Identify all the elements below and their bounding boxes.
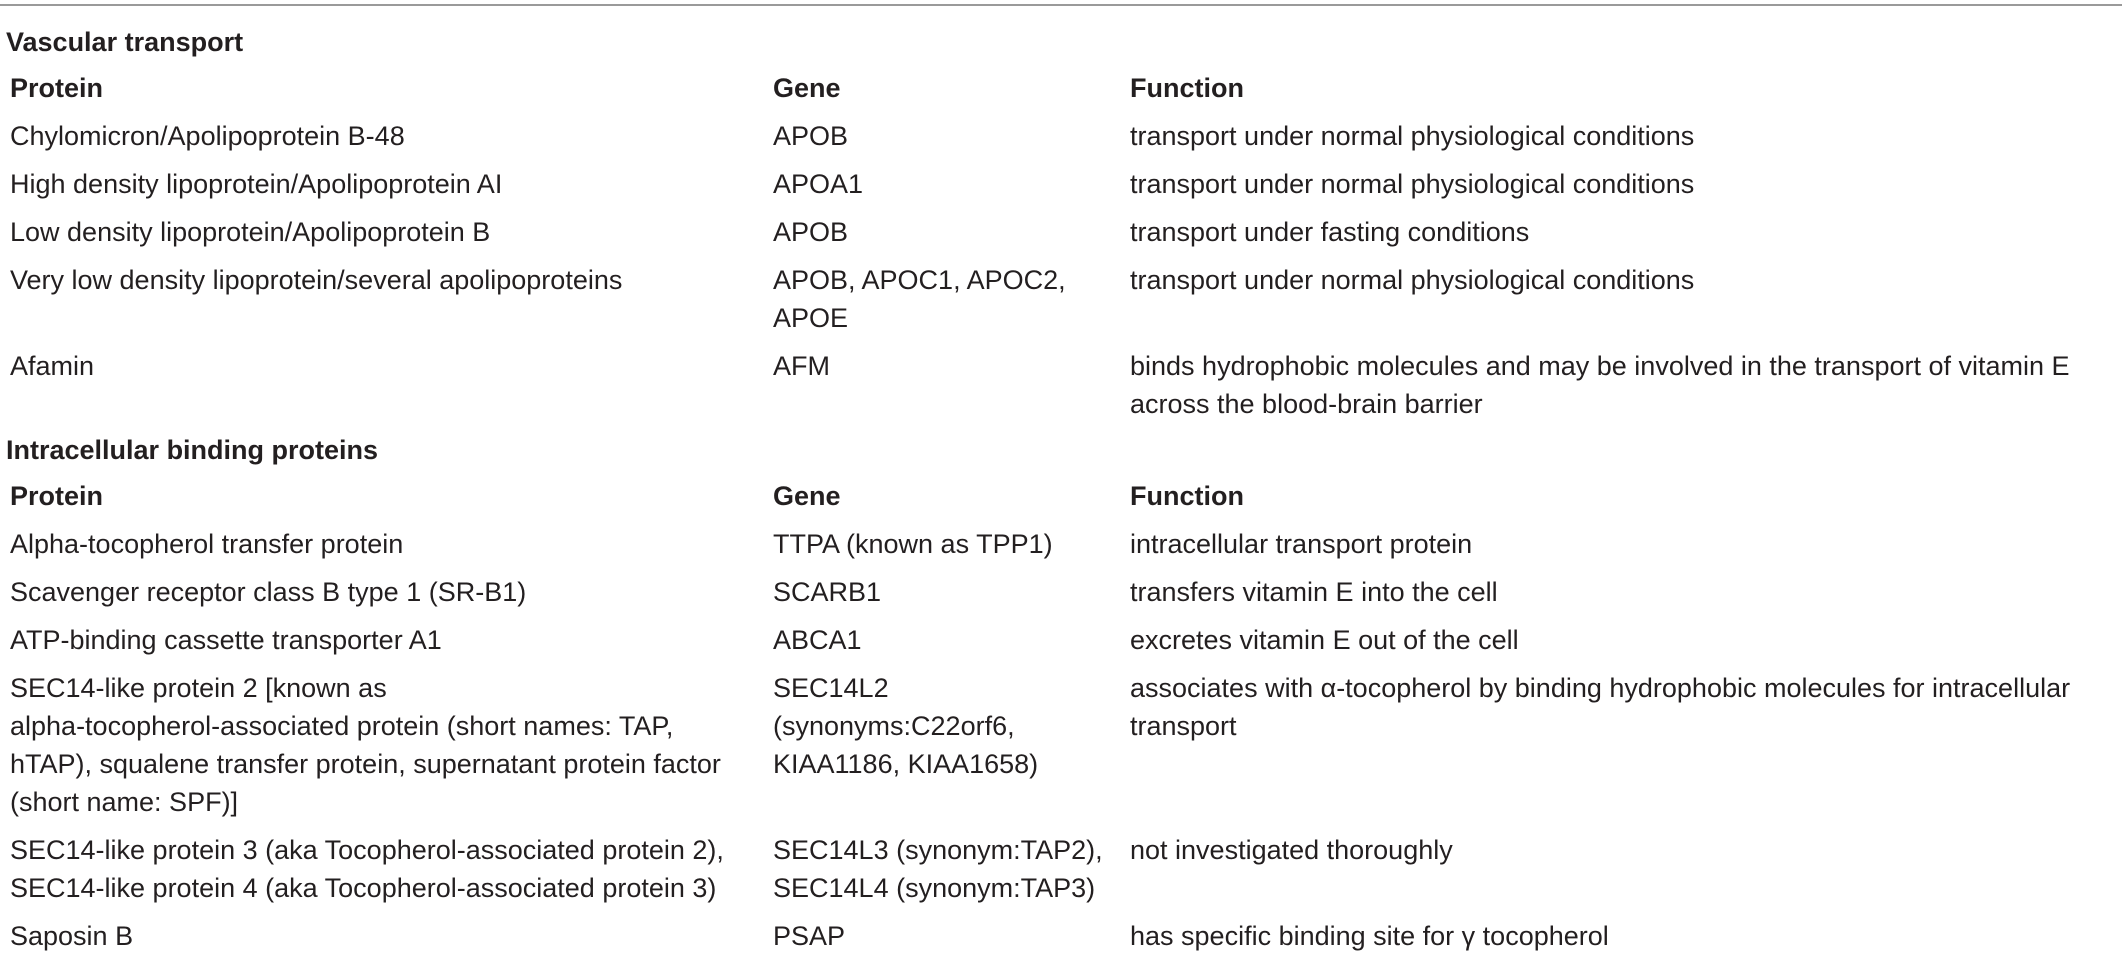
- protein-cell: [0, 912, 763, 960]
- gene-cell: [763, 112, 1120, 160]
- gene-text: SCARB1: [773, 577, 882, 607]
- section-title: Intracellular binding proteins: [6, 435, 379, 465]
- protein-text: Saposin B: [10, 921, 134, 951]
- table-row: [0, 826, 2122, 912]
- gene-text: APOB: [773, 217, 849, 247]
- gene-text: SEC14L3 (synonym:TAP2),: [773, 835, 1103, 865]
- gene-text: AFM: [773, 351, 830, 381]
- protein-cell: [0, 664, 763, 826]
- protein-cell: [0, 256, 763, 342]
- column-header-gene: Gene: [773, 73, 841, 103]
- protein-cell: [0, 208, 763, 256]
- column-header-protein: Protein: [10, 73, 104, 103]
- protein-text: Alpha-tocopherol transfer protein: [10, 529, 404, 559]
- function-cell: [1120, 568, 2122, 616]
- function-cell: [1120, 160, 2122, 208]
- gene-text: APOB: [773, 121, 849, 151]
- vitamin-e-protein-table: [0, 20, 2122, 960]
- protein-text: (short name: SPF)]: [10, 787, 239, 817]
- function-text: transport: [1130, 711, 1237, 741]
- gene-cell: [763, 520, 1120, 568]
- function-text: not investigated thoroughly: [1130, 835, 1453, 865]
- top-rule: [0, 4, 2122, 6]
- protein-text: Scavenger receptor class B type 1 (SR-B1): [10, 577, 527, 607]
- table-row: [0, 342, 2122, 428]
- protein-text: High density lipoprotein/Apolipoprotein AI: [10, 169, 503, 199]
- protein-text: SEC14-like protein 2 [known as: [10, 673, 387, 703]
- gene-text: TTPA (known as TPP1): [773, 529, 1053, 559]
- function-text: across the blood-brain barrier: [1130, 389, 1483, 419]
- function-cell: [1120, 912, 2122, 960]
- gene-text: SEC14L4 (synonym:TAP3): [773, 873, 1096, 903]
- protein-cell: [0, 342, 763, 428]
- function-cell: [1120, 664, 2122, 826]
- function-text: intracellular transport protein: [1130, 529, 1473, 559]
- table-row: [0, 912, 2122, 960]
- gene-text: PSAP: [773, 921, 846, 951]
- table-row: [0, 112, 2122, 160]
- function-text: binds hydrophobic molecules and may be involved in the transport of vitamin E: [1130, 351, 2070, 381]
- table-row: [0, 520, 2122, 568]
- function-text: associates with α-tocopherol by binding hydrophobic molecules for intracellular: [1130, 673, 2071, 703]
- function-cell: [1120, 826, 2122, 912]
- protein-cell: [0, 160, 763, 208]
- function-cell: [1120, 520, 2122, 568]
- gene-cell: [763, 568, 1120, 616]
- protein-cell: [0, 568, 763, 616]
- gene-cell: [763, 912, 1120, 960]
- table-row: [0, 160, 2122, 208]
- function-cell: [1120, 256, 2122, 342]
- gene-cell: [763, 616, 1120, 664]
- function-text: excretes vitamin E out of the cell: [1130, 625, 1519, 655]
- gene-text: (synonyms:C22orf6,: [773, 711, 1015, 741]
- gene-text: APOA1: [773, 169, 864, 199]
- column-header-row: [0, 472, 2122, 520]
- column-header-row: [0, 64, 2122, 112]
- protein-cell: [0, 826, 763, 912]
- column-header-function: Function: [1130, 481, 1244, 511]
- table-row: [0, 568, 2122, 616]
- gene-cell: [763, 342, 1120, 428]
- section-title: Vascular transport: [6, 27, 244, 57]
- table-row: [0, 256, 2122, 342]
- column-header-gene: Gene: [773, 481, 841, 511]
- table-row: [0, 616, 2122, 664]
- protein-text: ATP-binding cassette transporter A1: [10, 625, 442, 655]
- function-text: has specific binding site for γ tocopherol: [1130, 921, 1609, 951]
- gene-cell: [763, 160, 1120, 208]
- gene-text: APOB, APOC1, APOC2,: [773, 265, 1066, 295]
- gene-cell: [763, 208, 1120, 256]
- function-cell: [1120, 208, 2122, 256]
- section-title-row: [0, 20, 2122, 64]
- gene-text: SEC14L2: [773, 673, 889, 703]
- section-title-row: [0, 428, 2122, 472]
- protein-text: SEC14-like protein 4 (aka Tocopherol-associated protein 3): [10, 873, 717, 903]
- gene-text: APOE: [773, 303, 849, 333]
- protein-text: hTAP), squalene transfer protein, supernatant protein factor: [10, 749, 721, 779]
- gene-cell: [763, 826, 1120, 912]
- protein-cell: [0, 112, 763, 160]
- gene-text: ABCA1: [773, 625, 862, 655]
- column-header-protein: Protein: [10, 481, 104, 511]
- protein-cell: [0, 520, 763, 568]
- gene-cell: [763, 664, 1120, 826]
- table-row: [0, 208, 2122, 256]
- protein-text: SEC14-like protein 3 (aka Tocopherol-associated protein 2),: [10, 835, 724, 865]
- function-text: transport under normal physiological conditions: [1130, 169, 1695, 199]
- protein-text: Very low density lipoprotein/several apolipoproteins: [10, 265, 623, 295]
- gene-text: KIAA1186, KIAA1658): [773, 749, 1039, 779]
- protein-text: Low density lipoprotein/Apolipoprotein B: [10, 217, 491, 247]
- function-cell: [1120, 616, 2122, 664]
- function-text: transport under normal physiological conditions: [1130, 265, 1695, 295]
- function-cell: [1120, 342, 2122, 428]
- table-row: [0, 664, 2122, 826]
- protein-text: Chylomicron/Apolipoprotein B-48: [10, 121, 405, 151]
- column-header-function: Function: [1130, 73, 1244, 103]
- function-text: transfers vitamin E into the cell: [1130, 577, 1498, 607]
- function-cell: [1120, 112, 2122, 160]
- protein-text: Afamin: [10, 351, 95, 381]
- function-text: transport under normal physiological conditions: [1130, 121, 1695, 151]
- function-text: transport under fasting conditions: [1130, 217, 1530, 247]
- protein-text: alpha-tocopherol-associated protein (short names: TAP,: [10, 711, 674, 741]
- gene-cell: [763, 256, 1120, 342]
- protein-cell: [0, 616, 763, 664]
